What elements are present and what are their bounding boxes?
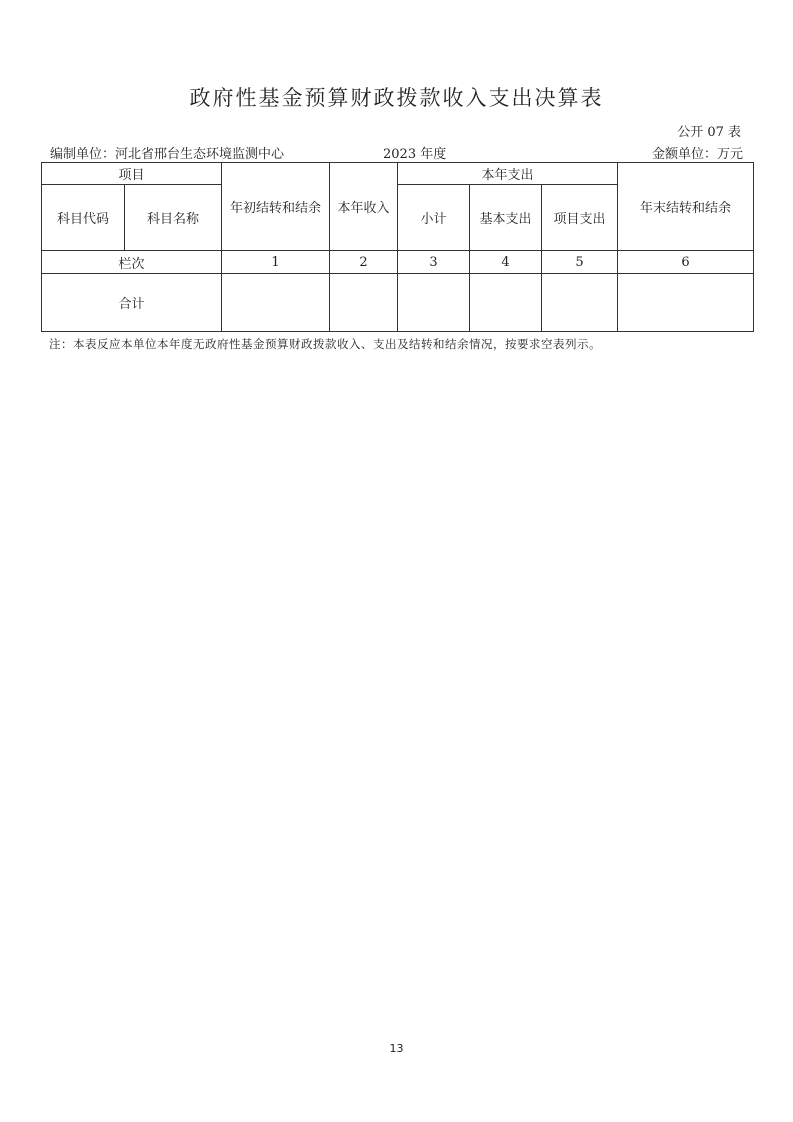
header-project-expense: 项目支出 — [542, 185, 618, 251]
header-current-expense: 本年支出 — [398, 163, 618, 185]
page-title: 政府性基金预算财政拨款收入支出决算表 — [189, 86, 604, 110]
total-cell — [330, 274, 398, 332]
total-cell — [398, 274, 470, 332]
compiling-unit: 编制单位：河北省邢台生态环境监测中心 — [50, 147, 285, 162]
header-opening-balance: 年初结转和结余 — [222, 163, 330, 251]
page-number: 13 — [389, 1042, 404, 1055]
header-closing-balance: 年末结转和结余 — [618, 163, 754, 251]
budget-table — [41, 162, 754, 332]
total-row-label: 合计 — [42, 274, 222, 332]
index-col: 5 — [542, 251, 618, 274]
header-current-income: 本年收入 — [330, 163, 398, 251]
index-col: 4 — [470, 251, 542, 274]
total-cell — [542, 274, 618, 332]
index-col: 2 — [330, 251, 398, 274]
total-cell — [618, 274, 754, 332]
total-cell — [222, 274, 330, 332]
header-basic-expense: 基本支出 — [470, 185, 542, 251]
meta-row — [50, 143, 743, 162]
index-row-label: 栏次 — [42, 251, 222, 274]
total-cell — [470, 274, 542, 332]
index-col: 1 — [222, 251, 330, 274]
index-col: 6 — [618, 251, 754, 274]
table-note: 注：本表反应本单位本年度无政府性基金预算财政拨款收入、支出及结转和结余情况，按要求空表列示。 — [49, 337, 601, 351]
fiscal-year: 2023 年度 — [383, 147, 447, 162]
index-col: 3 — [398, 251, 470, 274]
form-number: 公开 07 表 — [677, 125, 741, 140]
header-subtotal: 小计 — [398, 185, 470, 251]
header-item: 项目 — [42, 163, 222, 185]
header-subject-code: 科目代码 — [42, 185, 125, 251]
amount-unit: 金额单位：万元 — [651, 147, 743, 162]
header-subject-name: 科目名称 — [125, 185, 222, 251]
